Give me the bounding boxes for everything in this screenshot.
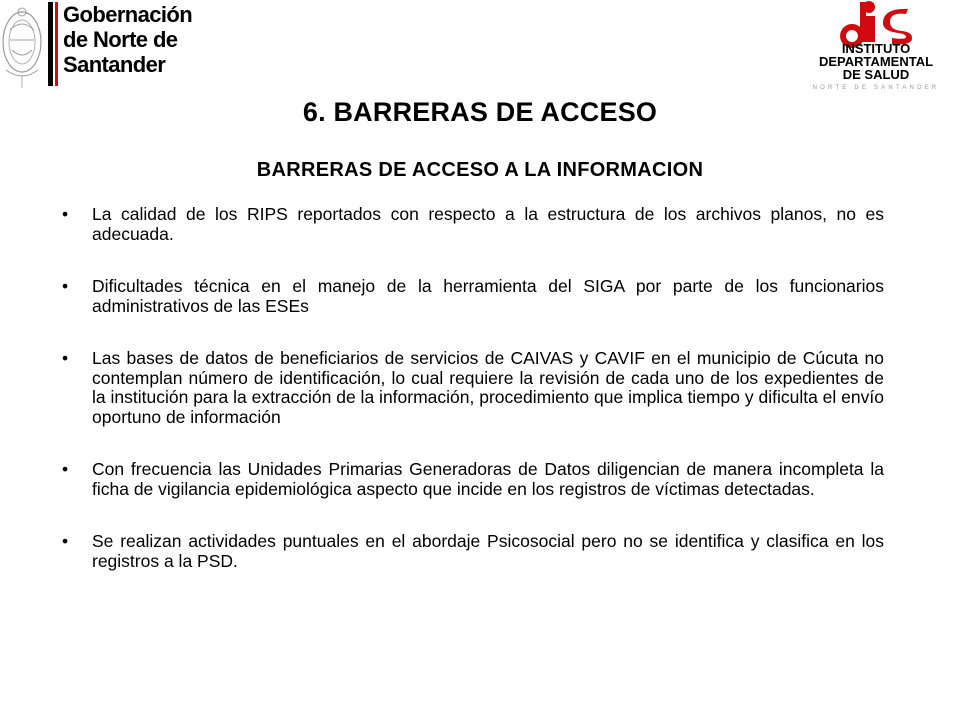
flag-bar-red	[55, 2, 58, 86]
instituto-subtitle: NORTE DE SANTANDER	[812, 85, 940, 91]
gobernacion-line-3: Santander	[63, 52, 166, 77]
instituto-line-1: INSTITUTO	[841, 41, 911, 56]
bullet-item: • Las bases de datos de beneficiarios de servicios de CAIVAS y CAVIF en el municipio de Cúcuta no contemplan número de identificación, lo cual requiere la revisión de cada uno de los expedientes de la institución para la extracción de la información, procedimiento que implica tiempo y dificulta el envío oportuno de información	[62, 349, 884, 427]
instituto-logo	[792, 0, 960, 100]
instituto-line-3: DE SALUD	[842, 67, 910, 82]
bullet-item: • Dificultades técnica en el manejo de la herramienta del SIGA por parte de los funcionarios administrativos de las ESEs	[62, 277, 884, 316]
bullet-item: • Con frecuencia las Unidades Primarias Generadoras de Datos diligencian de manera incompleta la ficha de vigilancia epidemiológica aspecto que incide en los registros de víctimas detectadas.	[62, 460, 884, 499]
bullet-list	[62, 205, 884, 571]
coat-of-arms-icon	[0, 0, 46, 90]
gobernacion-line-2: de Norte de	[63, 27, 178, 52]
flag-bar-black	[48, 2, 53, 86]
instituto-line-2: DEPARTAMENTAL	[818, 54, 934, 69]
page-title: 6. BARRERAS DE ACCESO	[302, 97, 658, 127]
gobernacion-line-1: Gobernación	[63, 2, 193, 27]
bullet-item: • Se realizan actividades puntuales en el abordaje Psicosocial pero no se identifica y clasifica en los registros a la PSD.	[62, 532, 884, 571]
section-subtitle: BARRERAS DE ACCESO A LA INFORMACION	[256, 159, 704, 181]
gobernacion-name	[63, 2, 203, 77]
bullet-item: • La calidad de los RIPS reportados con respecto a la estructura de los archivos planos, no es adecuada.	[62, 205, 884, 244]
instituto-name	[792, 42, 960, 81]
